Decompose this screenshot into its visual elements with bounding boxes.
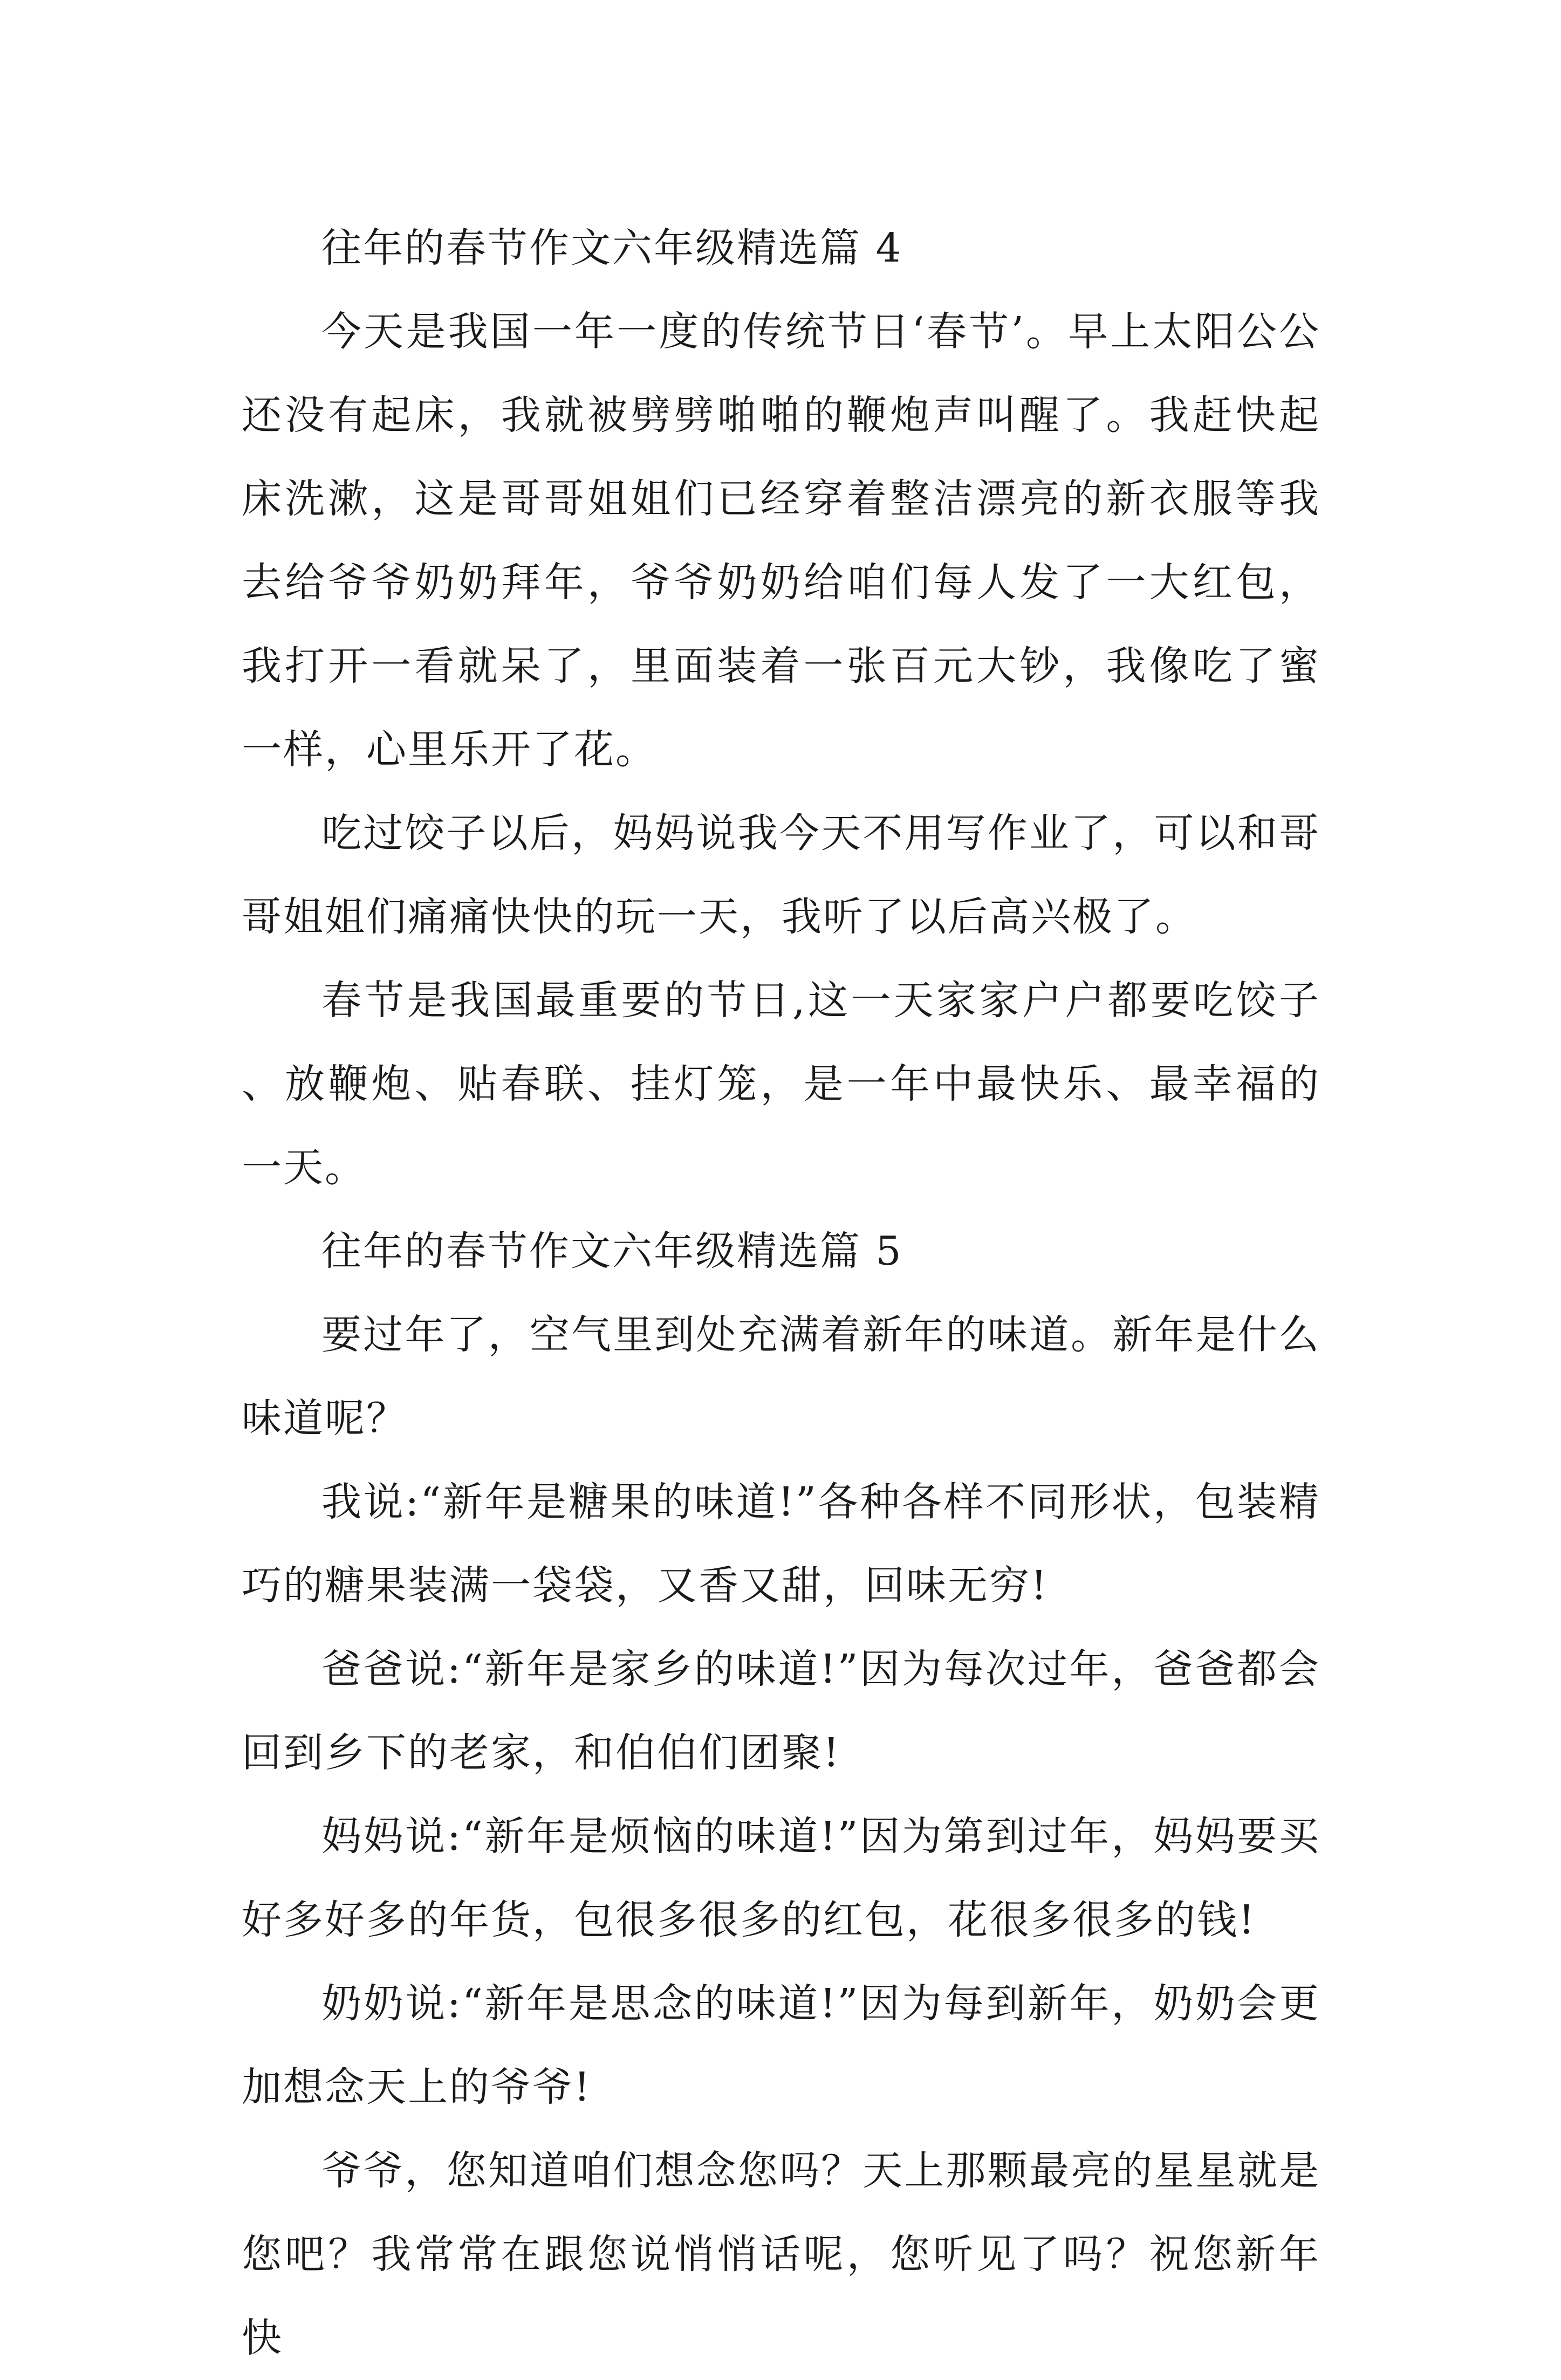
paragraph: 爸爸说:“新年是家乡的味道!”因为每次过年，爸爸都会回到乡下的老家，和伯伯们团聚! <box>242 1646 1320 1776</box>
section-heading: 往年的春节作文六年级精选篇 4 <box>321 225 903 271</box>
paragraph: 今天是我国一年一度的传统节日‘春节’。早上太阳公公还没有起床，我就被劈劈啪啪的鞭炮声叫醒了。我赶快起床洗漱，这是哥哥姐姐们已经穿着整洁漂亮的新衣服等我去给爷爷奶奶拜年，爷爷奶奶给咱们每人发了一大红包，我打开一看就呆了，里面装着一张百元大钞，我像吃了蜜一样，心里乐开了花。 <box>242 308 1320 773</box>
document-body <box>242 207 1320 2380</box>
paragraph: 要过年了，空气里到处充满着新年的味道。新年是什么味道呢？ <box>242 1312 1320 1442</box>
paragraph: 爷爷，您知道咱们想念您吗？天上那颗最亮的星星就是您吧？我常常在跟您说悄悄话呢，您听见了吗？祝您新年快 <box>242 2148 1320 2361</box>
paragraph: 奶奶说:“新年是思念的味道!”因为每到新年，奶奶会更加想念天上的爷爷! <box>242 1980 1320 2110</box>
paragraph: 春节是我国最重要的节日,这一天家家户户都要吃饺子、放鞭炮、贴春联、挂灯笼，是一年中最快乐、最幸福的一天。 <box>242 977 1320 1191</box>
section-heading: 往年的春节作文六年级精选篇 5 <box>321 1228 903 1274</box>
paragraph: 我说:“新年是糖果的味道!”各种各样不同形状，包装精巧的糖果装满一袋袋，又香又甜，回味无穷! <box>242 1479 1320 1609</box>
paragraph: 妈妈说:“新年是烦恼的味道!”因为第到过年，妈妈要买好多好多的年货，包很多很多的红包，花很多很多的钱! <box>242 1813 1320 1943</box>
paragraph: 吃过饺子以后，妈妈说我今天不用写作业了，可以和哥哥姐姐们痛痛快快的玩一天，我听了以后高兴极了。 <box>242 810 1320 940</box>
